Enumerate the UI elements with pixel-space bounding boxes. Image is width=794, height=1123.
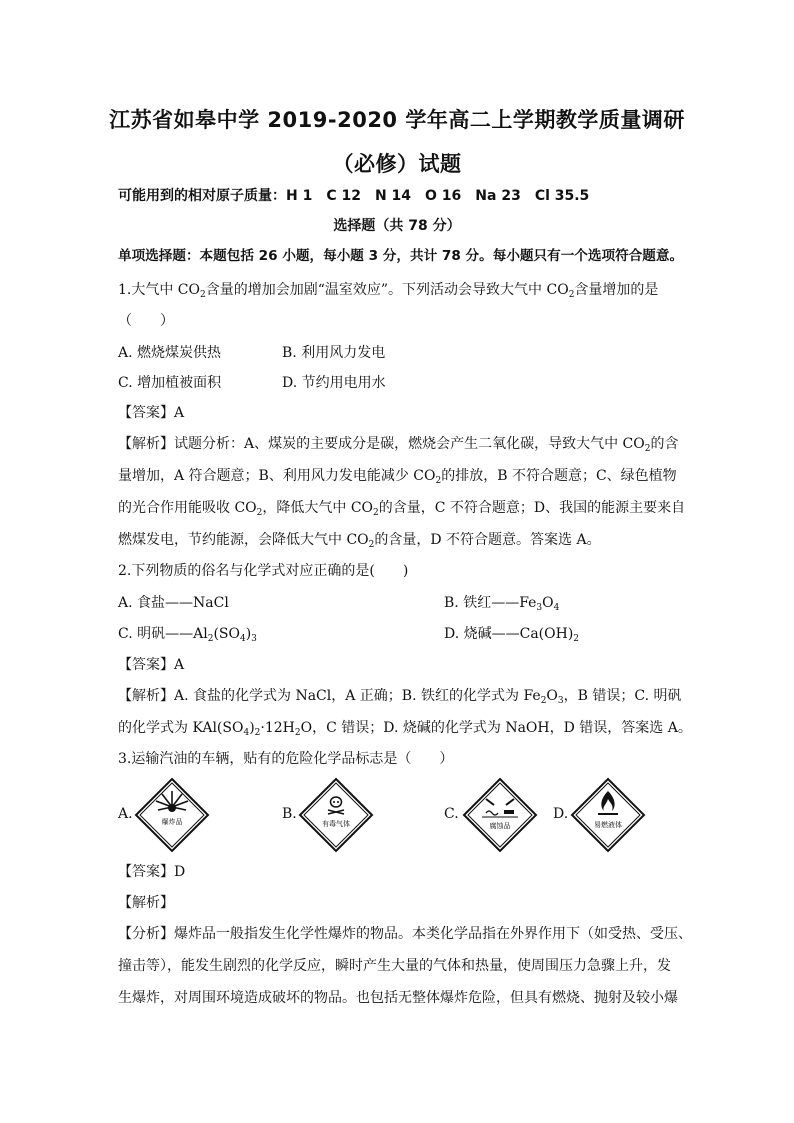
q1-stem: 1.大气中 $CO_2$含量的增加会加剧“温室效应”。下列活动会导致大气中 $CO_2$含量增加的是 [118,282,659,300]
q2-stem: 2.下列物质的俗名与化学式对应正确的是( ) [118,563,409,579]
sign-b-text: 有毒气体 [322,820,350,828]
q3-stem: 3.运输汽油的车辆，贴有的危险化学品标志是（ ） [118,751,454,767]
page-title: 江苏省如皋中学 2019-2020 学年高二上学期教学质量调研 [109,108,685,132]
q1-answer: 【答案】A [118,405,185,421]
atomic-masses: 可能用到的相对原子质量：H 1 C 12 N 14 O 16 Na 23 Cl 35.5 [118,188,590,204]
q3-analysis-line3: 生爆炸，对周围环境造成破坏的物品。也包括无整体爆炸危险，但具有燃烧、抛射及较小爆 [118,990,678,1006]
explosive-sign-icon [134,777,210,853]
instructions: 单项选择题：本题包括 26 小题，每小题 3 分，共计 78 分。每小题只有一个选项符合题意。 [118,248,684,264]
q3-answer: 【答案】D [118,864,186,880]
q1-analysis-line1: 【解析】试题分析：A、煤炭的主要成分是碳，燃烧会产生二氧化碳，导致大气中 $CO_2$的含 [118,436,679,454]
q2-option-b: B. 铁红$——Fe_3O_4$ [444,595,560,613]
q3-label-d: D. [553,806,569,822]
toxic-gas-sign-icon [298,777,374,853]
q2-option-c: C. 明矾$——Al_2(SO_4)_3$ [118,626,257,644]
q1-paren: （ ） [118,313,174,329]
q2-option-d: D. 烧碱$——Ca(OH)_2$ [444,626,580,644]
q3-label-a: A. [118,806,133,822]
section-title: 选择题（共 78 分） [333,218,461,234]
sign-a-text: 爆炸品 [161,818,183,826]
q1-option-a: A. 燃烧煤炭供热 [118,345,222,361]
q3-label-c: C. [444,806,459,822]
sign-c-text: 腐蚀品 [489,822,511,830]
q1-option-d: D. 节约用电用水 [282,375,386,391]
q2-option-a: A. 食盐——NaCl [118,595,229,611]
q1-option-b: B. 利用风力发电 [282,345,386,361]
q2-answer: 【答案】A [118,657,185,673]
q3-label-b: B. [282,806,297,822]
q2-analysis-line1: 【解析】A. 食盐的化学式为 NaCl，A 正确；B. 铁红的化学式为 $Fe_2O_3$，B 错误；C. 明矾 [118,688,682,706]
page-subtitle: （必修）试题 [332,152,462,176]
corrosive-sign-icon [462,777,538,853]
flammable-liquid-sign-icon [570,777,646,853]
q1-option-c: C. 增加植被面积 [118,375,222,391]
sign-d-text: 易燃液体 [594,821,622,829]
q3-analysis-line2: 撞击等），能发生剧烈的化学反应，瞬时产生大量的气体和热量，使周围压力急骤上升，发 [118,958,671,974]
q1-analysis-line2: 量增加，A 符合题意；B、利用风力发电能减少 $CO_2$的排放，B 不符合题意；C、绿色植物 [118,468,677,486]
q1-analysis-line4: 燃煤发电，节约能源，会降低大气中 $CO_2$的含量，D 不符合题意。答案选 A。 [118,532,601,550]
q1-analysis-line3: 的光合作用能吸收 $CO_2$，降低大气中 $CO_2$的含量，C 不符合题意；D、我国的能源主要来自 [118,500,686,518]
q3-analysis-line1: 【分析】爆炸品一般指发生化学性爆炸的物品。本类化学品指在外界作用下（如受热、受压、 [118,926,692,942]
q2-analysis-line2: 的化学式为 $KAl(SO_4)_2\cdot 12H_2O$，C 错误；D. 烧碱的化学式为 NaOH，D 错误，答案选 A。 [118,720,692,738]
q3-analysis-head: 【解析】 [118,895,174,911]
